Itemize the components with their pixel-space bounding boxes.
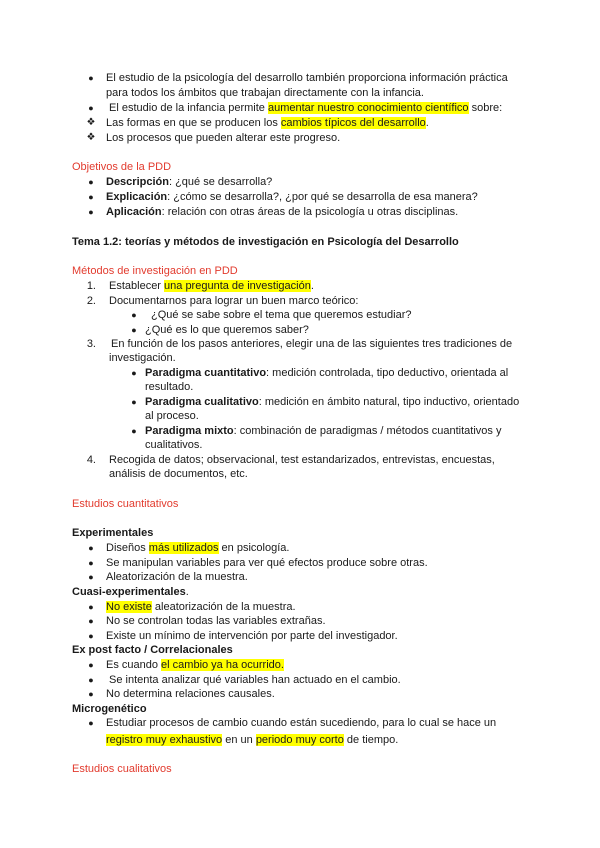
experimental-item: Diseños más utilizados en psicología. — [106, 542, 290, 554]
diamond-bullet-icon: ❖ — [86, 132, 96, 143]
highlight-no-existe: No existe — [106, 601, 152, 613]
bullet-icon: ● — [88, 660, 94, 670]
experimental-item: Aleatorización de la muestra. — [106, 571, 248, 583]
section-heading-cuantitativos: Estudios cuantitativos — [72, 498, 179, 510]
intro-bullet-2: El estudio de la infancia permite aumentar nuestro conocimiento científico sobre: — [109, 102, 503, 114]
bullet-icon: ● — [88, 631, 94, 641]
bullet-icon: ● — [131, 426, 137, 436]
metodo-item-3-line-1: En función de los pasos anteriores, elegir una de las siguientes tres tradiciones de — [111, 338, 513, 350]
highlight-periodo: periodo muy corto — [255, 734, 344, 746]
intro-bullet-1-line-1: El estudio de la psicología del desarrollo también proporciona información práctica — [106, 72, 508, 84]
metodo-item-4-line-2: análisis de documentos, etc. — [109, 468, 248, 480]
intro-diamond-1: Las formas en que se producen los cambios típicos del desarrollo. — [106, 117, 429, 129]
metodo-item-4-line-1: Recogida de datos; observacional, test estandarizados, entrevistas, encuestas, — [109, 454, 495, 466]
bullet-icon: ● — [131, 310, 137, 320]
bullet-icon: ● — [88, 543, 94, 553]
metodo-item-3-line-2: investigación. — [109, 352, 176, 364]
bullet-icon: ● — [88, 718, 94, 728]
bullet-icon: ● — [131, 325, 137, 335]
bullet-icon: ● — [88, 558, 94, 568]
paradigma-cualitativo: Paradigma cualitativo: medición en ámbito natural, tipo inductivo, orientado — [145, 396, 520, 408]
cuasi-item: Existe un mínimo de intervención por parte del investigador. — [106, 630, 398, 642]
highlight-conocimiento: aumentar nuestro conocimiento científico — [267, 102, 469, 114]
subheading-ex-post-facto: Ex post facto / Correlacionales — [72, 644, 233, 656]
bullet-icon: ● — [88, 616, 94, 626]
experimental-item: Se manipulan variables para ver qué efectos produce sobre otras. — [106, 557, 428, 569]
bullet-icon: ● — [131, 368, 137, 378]
list-number: 3. — [86, 338, 96, 350]
bullet-icon: ● — [88, 675, 94, 685]
bullet-icon: ● — [88, 192, 94, 202]
objetivo-item: Explicación: ¿cómo se desarrolla?, ¿por qué se desarrolla de esa manera? — [106, 191, 478, 203]
subheading-experimentales: Experimentales — [72, 527, 154, 539]
bullet-icon: ● — [88, 572, 94, 582]
cuasi-item: No se controlan todas las variables extrañas. — [106, 615, 326, 627]
bullet-icon: ● — [88, 177, 94, 187]
intro-bullet-1-line-2: para todos los ámbitos que trabajan directamente con la infancia. — [106, 87, 424, 99]
objetivo-item: Aplicación: relación con otras áreas de la psicología u otras disciplinas. — [106, 206, 459, 218]
subheading-microgenetico: Microgenético — [72, 703, 147, 715]
highlight-pregunta: una pregunta de investigación — [164, 280, 311, 292]
expost-item: No determina relaciones causales. — [106, 688, 275, 700]
paradigma-cuantitativo-line-2: resultado. — [145, 381, 194, 393]
bullet-icon: ● — [131, 397, 137, 407]
highlight-cambios: cambios típicos del desarrollo — [280, 117, 426, 129]
metodo-sub-item: ¿Qué se sabe sobre el tema que queremos estudiar? — [151, 309, 412, 321]
list-number: 1. — [86, 280, 96, 292]
section-heading-cualitativos: Estudios cualitativos — [72, 763, 172, 775]
diamond-bullet-icon: ❖ — [86, 117, 96, 128]
highlight-cambio-ocurrido: el cambio ya ha ocurrido. — [161, 659, 284, 671]
highlight-registro: registro muy exhaustivo — [106, 734, 223, 746]
subheading-cuasi-experimentales: Cuasi-experimentales. — [72, 586, 189, 598]
highlight-mas-utilizados: más utilizados — [148, 542, 219, 554]
paradigma-mixto: Paradigma mixto: combinación de paradigmas / métodos cuantitativos y — [145, 425, 502, 437]
expost-item: Se intenta analizar qué variables han actuado en el cambio. — [109, 674, 401, 686]
tema-title: Tema 1.2: teorías y métodos de investigación en Psicología del Desarrollo — [72, 236, 459, 248]
metodo-item-1: Establecer una pregunta de investigación. — [109, 280, 314, 292]
paradigma-mixto-line-2: cualitativos. — [145, 439, 203, 451]
section-heading-metodos: Métodos de investigación en PDD — [72, 265, 238, 277]
intro-diamond-2: Los procesos que pueden alterar este progreso. — [106, 132, 341, 144]
objetivo-item: Descripción: ¿qué se desarrolla? — [106, 176, 273, 188]
bullet-icon: ● — [88, 207, 94, 217]
section-heading-objetivos: Objetivos de la PDD — [72, 161, 172, 173]
microgenetico-item-line-2: registro muy exhaustivo en un periodo muy corto de tiempo. — [106, 734, 399, 746]
microgenetico-item-line-1: Estudiar procesos de cambio cuando están sucediendo, para lo cual se hace un — [106, 717, 497, 729]
bullet-icon: ● — [88, 689, 94, 699]
expost-item: Es cuando el cambio ya ha ocurrido. — [106, 659, 284, 671]
bullet-icon: ● — [88, 602, 94, 612]
paradigma-cualitativo-line-2: al proceso. — [145, 410, 199, 422]
bullet-icon: ● — [88, 73, 94, 83]
cuasi-item: No existe aleatorización de la muestra. — [106, 601, 296, 613]
list-number: 2. — [86, 295, 96, 307]
list-number: 4. — [86, 454, 96, 466]
paradigma-cuantitativo: Paradigma cuantitativo: medición controlada, tipo deductivo, orientada al — [145, 367, 509, 379]
metodo-item-2: Documentarnos para lograr un buen marco teórico: — [109, 295, 359, 307]
metodo-sub-item: ¿Qué es lo que queremos saber? — [145, 324, 309, 336]
bullet-icon: ● — [88, 103, 94, 113]
